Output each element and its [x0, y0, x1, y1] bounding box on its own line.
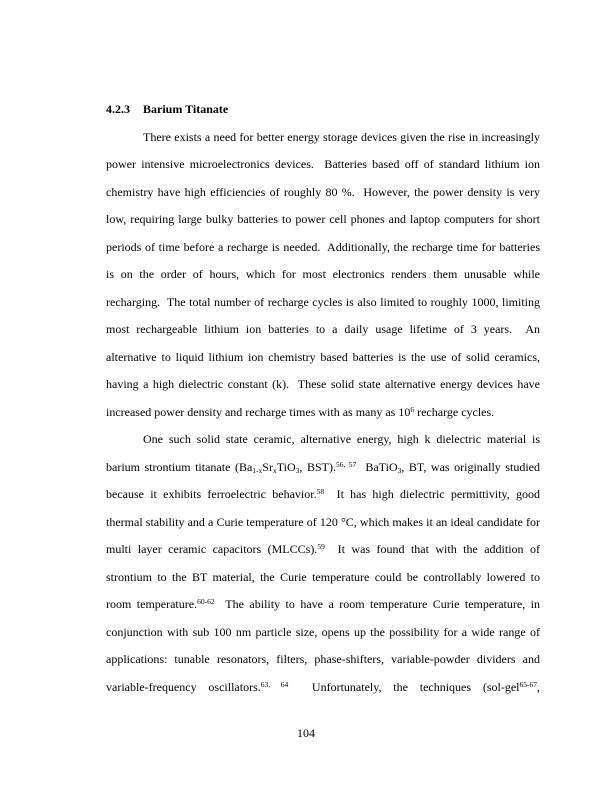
superscript-reference: 60-62: [197, 597, 215, 606]
superscript-reference: 56, 57: [335, 459, 357, 469]
text-line: [106, 316, 540, 344]
text-segment: TiO: [276, 459, 296, 474]
text-segment: periods of time before a recharge is needed. Additionally, the recharge time for batteries: [106, 239, 540, 254]
text-segment: increased power density and recharge times with as many as 10: [106, 404, 411, 419]
paragraphs-container: [106, 124, 540, 702]
text-segment: alternative to liquid lithium ion chemistry based batteries is the use of solid ceramics,: [106, 349, 540, 364]
section-heading: [106, 96, 540, 124]
text-line: [106, 179, 540, 207]
text-segment: barium strontium titanate (Ba: [106, 459, 253, 474]
text-line: [106, 289, 540, 317]
text-line: [106, 481, 540, 509]
text-line: [106, 454, 540, 482]
superscript-reference: 6: [410, 404, 415, 414]
superscript-reference: 59: [317, 542, 325, 551]
text-line: [106, 426, 540, 454]
text-segment: One such solid state ceramic, alternative energy, high k dielectric material is: [143, 432, 540, 446]
text-segment: room temperature.: [106, 597, 198, 611]
text-segment: , BT, was originally studied: [401, 459, 540, 474]
text-segment: ,: [537, 679, 541, 694]
text-line: [106, 536, 540, 564]
text-line: [106, 619, 540, 647]
text-line: [106, 151, 540, 179]
text-line: [106, 564, 540, 592]
text-line: [106, 206, 540, 234]
superscript-reference: 63, 64: [260, 679, 289, 689]
text-segment: recharging. The total number of recharge cycles is also limited to roughly 1000, limiting: [106, 294, 540, 309]
superscript-reference: 58: [316, 487, 325, 496]
text-segment: variable-frequency oscillators.: [106, 679, 261, 694]
text-segment: , BST).: [299, 459, 336, 474]
text-line: [106, 371, 540, 399]
text-line: [106, 509, 540, 537]
text-line: [106, 261, 540, 289]
text-line: [106, 124, 540, 152]
text-line: [106, 234, 540, 262]
subscript: 3: [295, 466, 300, 475]
subscript: 1-x: [252, 466, 263, 475]
text-line: [106, 399, 540, 427]
text-segment: strontium to the BT material, the Curie temperature could be controllably lowered to: [106, 569, 540, 584]
text-segment: It was found that with the addition of: [324, 542, 540, 556]
text-segment: having a high dielectric constant (k). These solid state alternative energy devices have: [106, 377, 540, 391]
text-segment: There exists a need for better energy storage devices given the rise in increasingly: [143, 129, 540, 144]
superscript-reference: 65-67: [519, 679, 538, 689]
page-body: [106, 96, 540, 701]
paragraph: [106, 124, 540, 427]
section-title: Barium Titanate: [143, 102, 229, 116]
section-number: 4.2.3: [106, 102, 130, 116]
text-line: [106, 344, 540, 372]
text-segment: most rechargeable lithium ion batteries to a daily usage lifetime of 3 years. An: [106, 322, 540, 336]
text-line: [106, 646, 540, 674]
text-segment: power intensive microelectronics devices. Batteries based off of standard lithium ion: [106, 157, 540, 171]
text-segment: is on the order of hours, which for most electronics renders them unusable while: [106, 267, 540, 281]
text-segment: The ability to have a room temperature Curie temperature, in: [214, 597, 540, 611]
text-segment: applications: tunable resonators, filters, phase-shifters, variable-powder dividers and: [106, 652, 540, 666]
subscript: 3: [397, 466, 402, 475]
text-segment: BaTiO: [356, 459, 398, 474]
text-segment: conjunction with sub 100 nm particle size, opens up the possibility for a wide range of: [106, 624, 540, 639]
subscript: x: [272, 466, 277, 475]
text-segment: chemistry have high efficiencies of roughly 80 %. However, the power density is very: [106, 184, 540, 199]
text-segment: low, requiring large bulky batteries to power cell phones and laptop computers for short: [106, 212, 540, 226]
text-segment: It has high dielectric permittivity, good: [324, 487, 540, 501]
paragraph: [106, 426, 540, 701]
text-line: [106, 591, 540, 619]
text-segment: because it exhibits ferroelectric behavior.: [106, 487, 317, 501]
text-segment: multi layer ceramic capacitors (MLCCs).: [106, 542, 318, 556]
text-segment: Sr: [262, 459, 273, 474]
text-segment: Unfortunately, the techniques (sol-gel: [288, 679, 520, 694]
text-segment: thermal stability and a Curie temperature of 120 °C, which makes it an ideal candidate for: [106, 514, 540, 529]
text-segment: recharge cycles.: [414, 404, 495, 419]
text-line: [106, 674, 540, 702]
page-number: 104: [297, 726, 315, 740]
